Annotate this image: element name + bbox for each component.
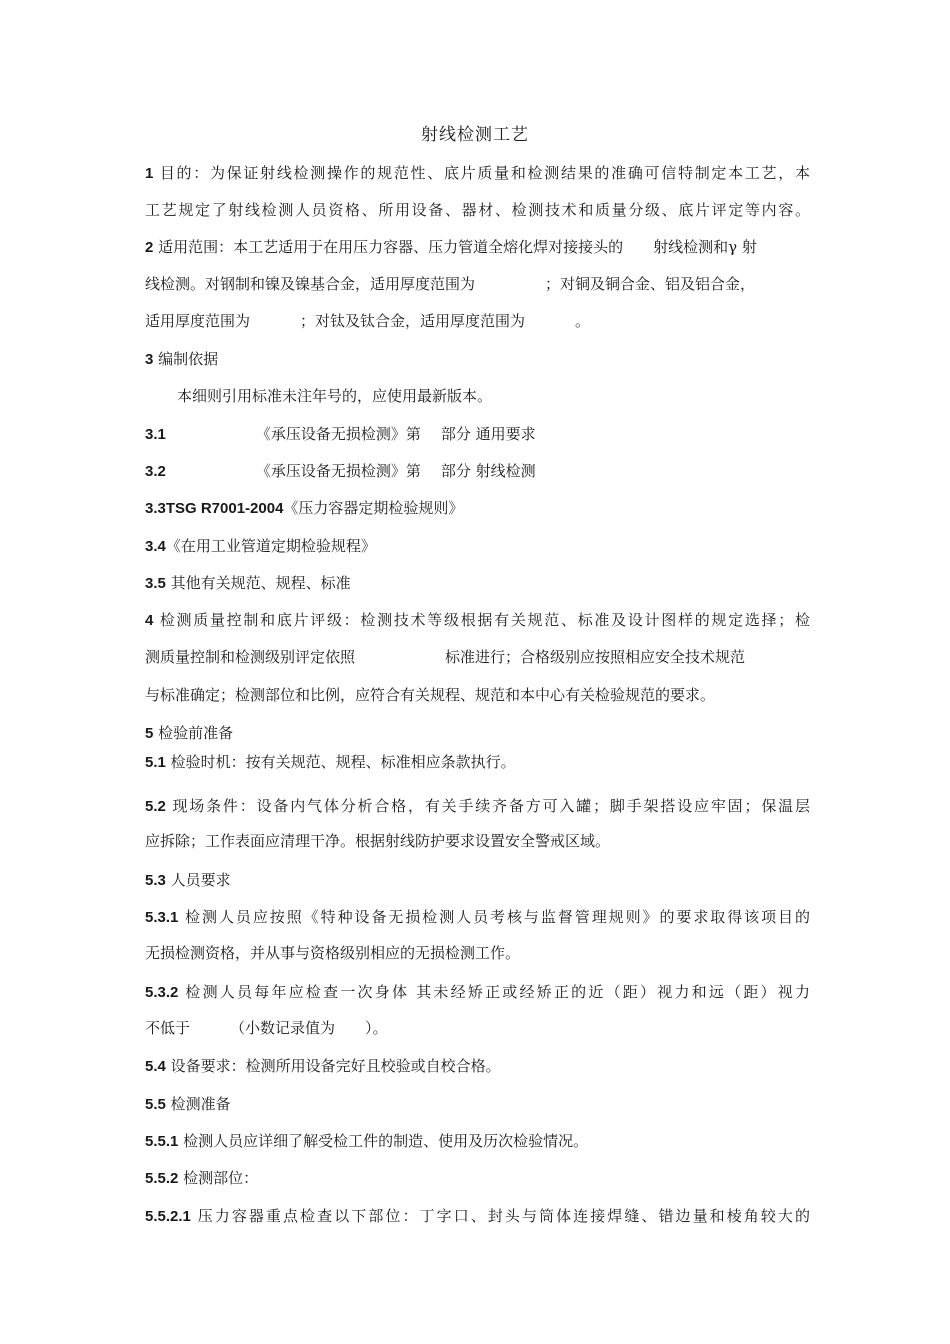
s2-line1: [145, 236, 810, 259]
s2-text1b: 射线检测和γ 射: [653, 238, 757, 256]
item-3-5-text: 其他有关规范、规程、标准: [170, 574, 351, 592]
item-3-4-number: 3.4: [145, 538, 166, 555]
item-5-2-text1: 现场条件：设备内气体分析合格，有关手续齐备方可入罐；脚手架搭设应牢固；保温层: [172, 797, 810, 815]
s4-text1: 检测质量控制和底片评级：检测技术等级根据有关规范、标准及设计图样的规定选择；检: [159, 611, 810, 629]
item-5-3-2-text2c: ）。: [365, 1019, 388, 1037]
item-5-2-line2: 应拆除；工作表面应清理干净。根据射线防护要求设置安全警戒区域。: [145, 832, 611, 850]
item-5-5-2-1: [145, 1205, 810, 1228]
s3-note: 本细则引用标准未注年号的，应使用最新版本。: [177, 387, 493, 405]
s1-line1: [145, 162, 810, 185]
item-5-1: [145, 751, 810, 774]
s4-text2b: 标准进行；合格级别应按照相应安全技术规范: [445, 648, 746, 666]
s5-number: 5: [145, 725, 154, 742]
item-5-5-2: [145, 1167, 810, 1190]
item-5-5-text: 检测准备: [170, 1095, 231, 1113]
item-5-2-line1: [145, 795, 810, 818]
item-5-5: [145, 1093, 810, 1116]
item-3-4: [145, 535, 810, 558]
item-3-1-number: 3.1: [145, 426, 166, 443]
s3-number: 3: [145, 351, 154, 368]
item-5-5-2-text: 检测部位：: [183, 1169, 259, 1187]
item-5-3-1-line1: [145, 906, 810, 929]
item-5-4-text: 设备要求：检测所用设备完好且校验或自校合格。: [170, 1057, 501, 1075]
item-5-2-number: 5.2: [145, 798, 166, 815]
item-5-5-1-text: 检测人员应详细了解受检工件的制造、使用及历次检验情况。: [178, 1132, 589, 1150]
item-3-1: [145, 423, 810, 446]
s2-text2a: 线检测。对钢制和镍及镍基合金，适用厚度范围为: [145, 275, 476, 293]
item-3-5: [145, 572, 810, 595]
item-5-4: [145, 1055, 810, 1078]
s4-number: 4: [145, 612, 154, 629]
item-3-2: [145, 460, 810, 483]
item-5-5-2-1-text: 压力容器重点检查以下部位：丁字口、封头与筒体连接焊缝、错边量和棱角较大的: [197, 1207, 810, 1225]
s4-text2a: 测质量控制和检测级别评定依照: [145, 648, 356, 666]
item-3-3: [145, 497, 810, 520]
s2-text1a: 适用范围：本工艺适用于在用压力容器、压力管道全熔化焊对接接头的: [158, 238, 624, 256]
s2-number: 2: [145, 239, 154, 256]
item-3-3-text: 《压力容器定期检验规则》: [283, 499, 464, 517]
item-5-3-2-text2b: （小数记录值为: [230, 1019, 336, 1037]
item-3-4-text: 《在用工业管道定期检验规程》: [165, 537, 376, 555]
item-3-5-number: 3.5: [145, 575, 166, 592]
item-5-3-1-line2: 无损检测资格，并从事与资格级别相应的无损检测工作。: [145, 944, 521, 962]
item-5-3-number: 5.3: [145, 872, 166, 889]
s1-line2: 工艺规定了射线检测人员资格、所用设备、器材、检测技术和质量分级、底片评定等内容。: [145, 201, 810, 219]
s2-text3b: ；对钛及钛合金，适用厚度范围为: [300, 312, 526, 330]
item-5-1-text: 检验时机：按有关规范、规程、标准相应条款执行。: [170, 753, 516, 771]
item-3-2-number: 3.2: [145, 463, 166, 480]
item-5-3-2-text2a: 不低于: [145, 1019, 191, 1037]
item-3-1-text-a: 《承压设备无损检测》第: [255, 425, 421, 443]
item-3-2-text-b: 部分 射线检测: [440, 462, 536, 480]
item-5-3-2-text1: 检测人员每年应检查一次身体 其未经矫正或经矫正的近（距）视力和远（距）视力: [185, 983, 810, 1001]
item-5-4-number: 5.4: [145, 1058, 166, 1075]
s2-line2: [145, 273, 810, 295]
s4-line2: [145, 646, 810, 668]
s3-heading: [145, 348, 810, 371]
s5-heading: [145, 722, 810, 745]
item-5-5-2-number: 5.5.2: [145, 1170, 179, 1187]
s4-line3: 与标准确定；检测部位和比例，应符合有关规程、规范和本中心有关检验规范的要求。: [145, 686, 716, 704]
s1-number: 1: [145, 165, 154, 182]
item-3-3-number: 3.3TSG R7001-2004: [145, 500, 284, 517]
s4-line1: [145, 609, 810, 632]
s1-text1: 目的：为保证射线检测操作的规范性、底片质量和检测结果的准确可信特制定本工艺，本: [159, 164, 810, 182]
item-5-3-1-number: 5.3.1: [145, 909, 179, 926]
s2-text3a: 适用厚度范围为: [145, 312, 251, 330]
item-5-3: [145, 869, 810, 892]
item-5-1-number: 5.1: [145, 754, 166, 771]
item-5-3-2-number: 5.3.2: [145, 984, 179, 1001]
page-title: 射线检测工艺: [421, 125, 529, 145]
item-5-5-1: [145, 1130, 810, 1153]
item-5-3-1-text1: 检测人员应按照《特种设备无损检测人员考核与监督管理规则》的要求取得该项目的: [185, 908, 810, 926]
s2-text3c: 。: [575, 312, 591, 330]
item-5-5-number: 5.5: [145, 1096, 166, 1113]
s5-heading-text: 检验前准备: [158, 724, 234, 742]
item-3-2-text-a: 《承压设备无损检测》第: [255, 462, 421, 480]
item-5-3-2-line2: [145, 1017, 810, 1039]
item-3-1-text-b: 部分 通用要求: [440, 425, 536, 443]
s3-heading-text: 编制依据: [158, 350, 219, 368]
item-5-5-2-1-number: 5.5.2.1: [145, 1208, 191, 1225]
item-5-3-2-line1: [145, 981, 810, 1004]
item-5-3-text: 人员要求: [170, 871, 231, 889]
s2-text2b: ；对铜及铜合金、铝及铝合金，: [545, 275, 756, 293]
s2-line3: [145, 310, 810, 332]
item-5-5-1-number: 5.5.1: [145, 1133, 179, 1150]
